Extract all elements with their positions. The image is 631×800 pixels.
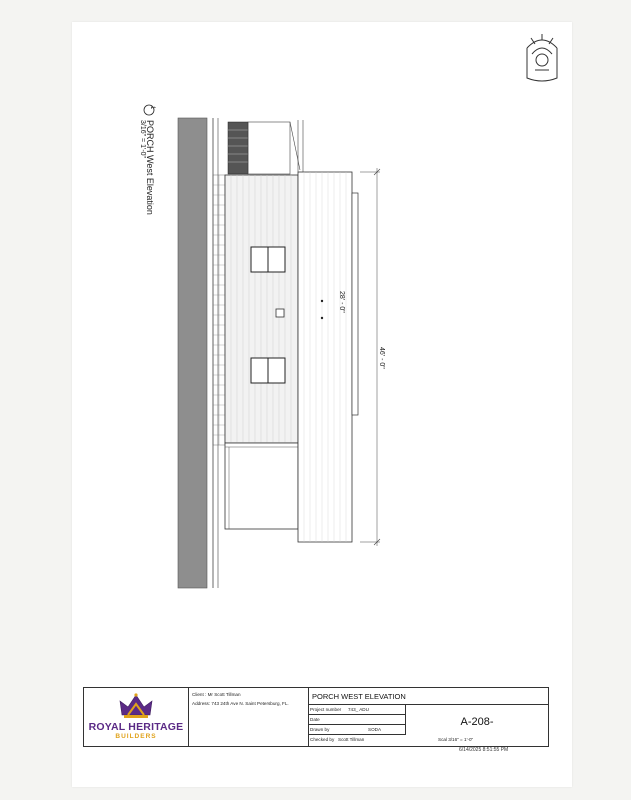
sheet-number: A-208- [460, 716, 494, 728]
gutter [352, 193, 358, 415]
crown-logo-icon [118, 691, 154, 721]
sheet-title: PORCH WEST ELEVATION [308, 688, 548, 705]
scale-value: Scal 3/16" = 1'-0" [438, 737, 474, 742]
brand-name: ROYAL HERITAGE [88, 721, 184, 733]
print-timestamp: 6/14/2025 8:51:55 PM [459, 747, 509, 753]
dimension-28ft: 28' - 0" [338, 291, 345, 313]
drawn-by-row [308, 725, 406, 735]
window-lower [251, 358, 285, 383]
client-name: Client : Mr Scott Tillman [192, 692, 241, 697]
sheet-info [308, 688, 548, 746]
view-label: PORCH West Elevation [145, 120, 155, 215]
window-upper [251, 247, 285, 272]
roof [298, 172, 352, 542]
client-info [188, 688, 309, 746]
company-logo [84, 688, 189, 746]
dimension-46ft: 46' - 0" [378, 347, 385, 369]
porch-opening [225, 443, 298, 529]
date-row [308, 715, 406, 725]
drawn-by-label: Drawn by [310, 727, 330, 732]
view-number: 1 [149, 106, 155, 110]
checked-by-value: Scott Tillman [338, 737, 365, 742]
siding-wall [225, 175, 298, 443]
title-block [83, 687, 549, 747]
client-address: Address: 743 24th Ave N. Saint Petersburg, FL. [192, 701, 289, 706]
project-number-row [308, 705, 406, 715]
vent [276, 309, 284, 317]
project-number-label: Project number [310, 707, 342, 712]
view-scale: 3/16" = 1'-0" [139, 120, 146, 159]
drawn-by-value: SODA [368, 727, 382, 732]
ground-strip [178, 118, 207, 588]
checked-by-label: Checked by [310, 737, 335, 742]
project-number-value: 743_ ADU [348, 707, 369, 712]
date-label: Date [310, 717, 320, 722]
brand-subname: BUILDERS [115, 733, 157, 740]
